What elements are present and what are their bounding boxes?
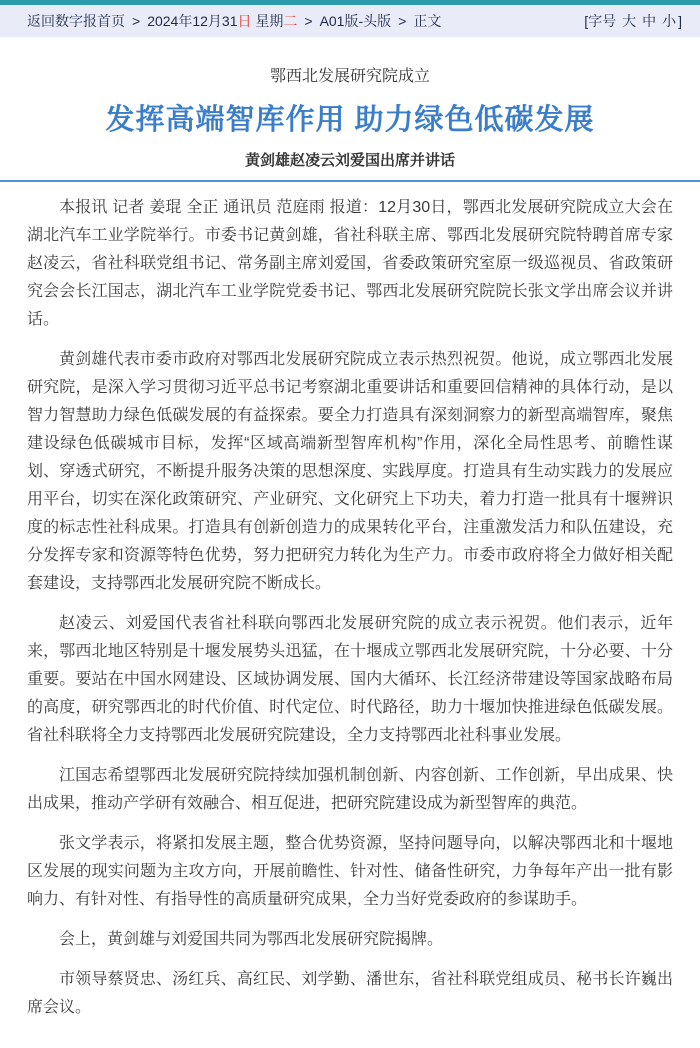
breadcrumb bbox=[27, 11, 441, 31]
article-paragraph: 江国志希望鄂西北发展研究院持续加强机制创新、内容创新、工作创新，早出成果、快出成果，推动产学研有效融合、相互促进，把研究院建设成为新型智库的典范。 bbox=[27, 767, 673, 812]
breadcrumb-date-part: 2024年12月31 bbox=[147, 13, 238, 29]
breadcrumb-weekday-part: 星期 bbox=[251, 13, 284, 29]
article-paragraph: 本报讯 记者 姜琨 全正 通讯员 范庭雨 报道：12月30日，鄂西北发展研究院成立大会在湖北汽车工业学院举行。市委书记黄剑雄，省社科联主席、鄂西北发展研究院特聘首席专家赵凌云，省社科联党组书记、常务副主席刘爱国，省委政策研究室原一级巡视员、省政策研究会会长江国志，湖北汽车工业学院党委书记、鄂西北发展研究院院长张文学出席会议并讲话。 bbox=[27, 199, 673, 328]
breadcrumb-edition-link[interactable]: A01版-头版 bbox=[319, 13, 392, 29]
article-paragraph: 赵凌云、刘爱国代表省社科联向鄂西北发展研究院的成立表示祝贺。他们表示，近年来，鄂西北地区特别是十堰发展势头迅猛，在十堰成立鄂西北发展研究院，十分必要、十分重要。要站在中国水网建设、区域协调发展、国内大循环、长江经济带建设等国家战略布局的高度，研究鄂西北的时代价值、时代定位、时代路径，助力十堰加快推进绿色低碳发展。省社科联将全力支持鄂西北发展研究院建设，全力支持鄂西北社科事业发展。 bbox=[27, 615, 673, 744]
breadcrumb-separator: > bbox=[398, 13, 407, 29]
article-body bbox=[27, 194, 673, 1048]
article-subtitle: 黄剑雄赵凌云刘爱国出席并讲话 bbox=[244, 152, 455, 169]
article-paragraph: 会上，黄剑雄与刘爱国共同为鄂西北发展研究院揭牌。 bbox=[59, 931, 444, 948]
font-size-small-button[interactable]: 小 bbox=[662, 13, 677, 29]
breadcrumb-separator: > bbox=[132, 13, 141, 29]
breadcrumb-bar bbox=[0, 5, 700, 37]
article-paragraph: 张文学表示，将紧扣发展主题，整合优势资源，坚持问题导向，以解决鄂西北和十堰地区发展的现实问题为主攻方向，开展前瞻性、针对性、储备性研究，力争每年产出一批有影响力、有针对性、有指导性的高质量研究成果，全力当好党委政府的参谋助手。 bbox=[27, 835, 673, 908]
breadcrumb-date-red: 日 bbox=[237, 13, 252, 29]
breadcrumb-current: 正文 bbox=[413, 13, 442, 29]
article-content bbox=[0, 63, 700, 1048]
font-size-label: [字号 bbox=[584, 13, 617, 29]
font-size-label-close: ] bbox=[678, 13, 682, 29]
font-size-medium-button[interactable]: 中 bbox=[642, 13, 657, 29]
font-size-control bbox=[584, 11, 682, 31]
breadcrumb-date[interactable] bbox=[147, 11, 297, 31]
article-title: 发挥高端智库作用 助力绿色低碳发展 bbox=[105, 104, 595, 136]
article-kicker: 鄂西北发展研究院成立 bbox=[269, 68, 430, 85]
font-size-large-button[interactable]: 大 bbox=[622, 13, 637, 29]
breadcrumb-home-link[interactable]: 返回数字报首页 bbox=[27, 13, 125, 29]
breadcrumb-weekday-red: 二 bbox=[283, 13, 298, 29]
article-paragraph: 黄剑雄代表市委市政府对鄂西北发展研究院成立表示热烈祝贺。他说，成立鄂西北发展研究院，是深入学习贯彻习近平总书记考察湖北重要讲话和重要回信精神的具体行动，是以智力智慧助力绿色低碳发展的有益探索。要全力打造具有深刻洞察力的新型高端智库，聚焦建设绿色低碳城市目标，发挥“区域高端新型智库机构”作用，深化全局性思考、前瞻性谋划、穿透式研究，不断提升服务决策的思想深度、实践厚度。打造具有生动实践力的发展应用平台，切实在深化政策研究、产业研究、文化研究上下功夫，着力打造一批具有十堰辨识度的标志性社科成果。打造具有创新创造力的成果转化平台，注重激发活力和队伍建设，充分发挥专家和资源等特色优势，努力把研究力转化为生产力。市委市政府将全力做好相关配套建设，支持鄂西北发展研究院不断成长。 bbox=[27, 351, 673, 592]
breadcrumb-separator: > bbox=[304, 13, 313, 29]
article-paragraph: 市领导蔡贤忠、汤红兵、高红民、刘学勤、潘世东，省社科联党组成员、秘书长许巍出席会议。 bbox=[27, 971, 673, 1016]
title-divider bbox=[0, 180, 700, 182]
